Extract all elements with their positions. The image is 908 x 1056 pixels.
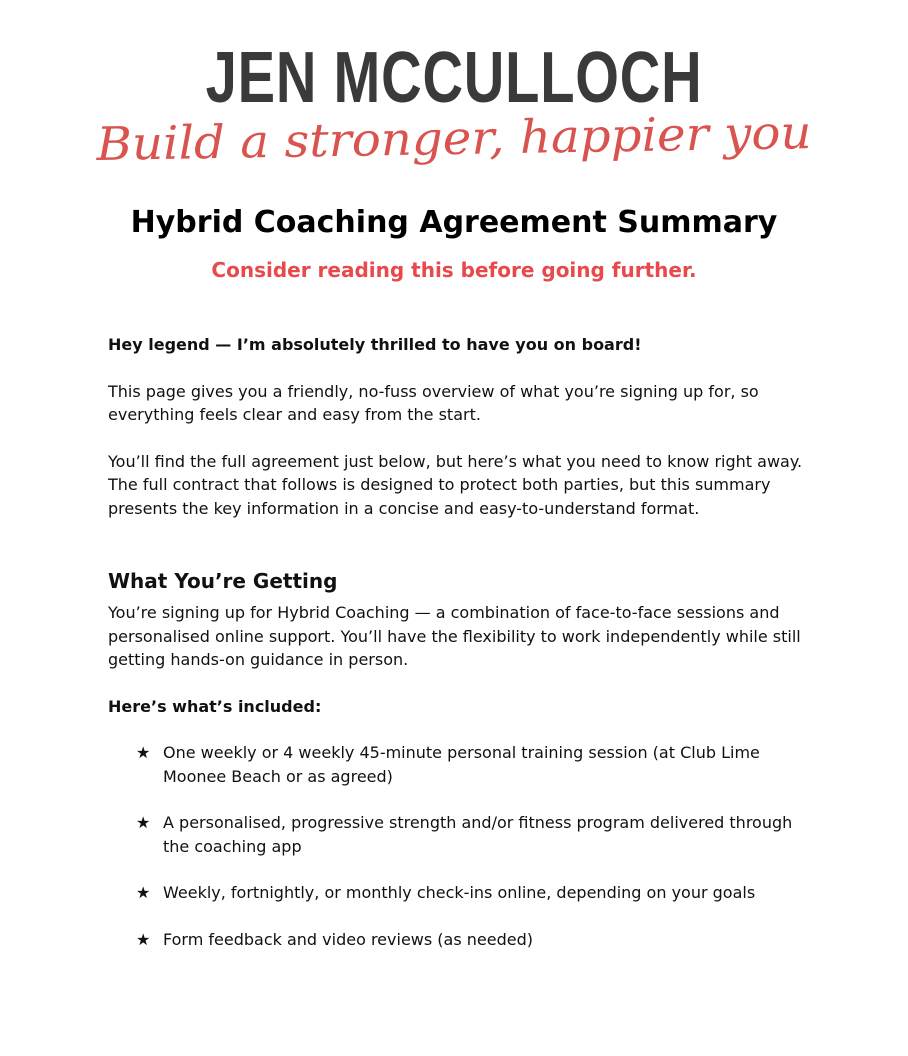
list-item	[108, 741, 808, 788]
list-item	[108, 811, 808, 858]
star-bullet-icon: ★	[136, 813, 151, 832]
section-heading-what-youre-getting: What You’re Getting	[108, 569, 338, 593]
brand-logo-name: JEN MCCULLOCH	[205, 38, 703, 118]
star-bullet-icon: ★	[136, 743, 151, 762]
brand-tagline: Build a stronger, happier you	[96, 105, 812, 171]
page-title: Hybrid Coaching Agreement Summary	[130, 205, 778, 240]
section-description: You’re signing up for Hybrid Coaching — a combination of face-to-face sessions and personalised online support. You’ll have the flexibility to work independently while still getting hands-on guidance in person.	[108, 603, 801, 669]
page-subtitle: Consider reading this before going further.	[211, 258, 697, 282]
list-item-text: Weekly, fortnightly, or monthly check-ins online, depending on your goals	[163, 883, 756, 902]
greeting: Hey legend — I’m absolutely thrilled to have you on board!	[108, 335, 642, 354]
list-item-text: A personalised, progressive strength and/or fitness program delivered through the coaching app	[163, 813, 793, 856]
document-body	[108, 333, 808, 974]
star-bullet-icon: ★	[136, 929, 151, 949]
list-item-text: One weekly or 4 weekly 45-minute personal training session (at Club Lime Moonee Beach or as agreed)	[163, 743, 760, 786]
intro-paragraph: This page gives you a friendly, no-fuss overview of what you’re signing up for, so everything feels clear and easy from the start.	[108, 381, 759, 424]
list-item-text: Form feedback and video reviews (as needed)	[163, 929, 533, 949]
list-item	[108, 928, 808, 952]
list-item	[108, 881, 808, 905]
included-list	[108, 741, 808, 951]
star-bullet-icon: ★	[136, 883, 151, 902]
included-heading: Here’s what’s included:	[108, 696, 322, 716]
intro-paragraph: You’ll find the full agreement just below, but here’s what you need to know right away. The full contract that follows is designed to protect both parties, but this summary presents the key information in a concise and easy-to-understand format.	[108, 451, 803, 518]
